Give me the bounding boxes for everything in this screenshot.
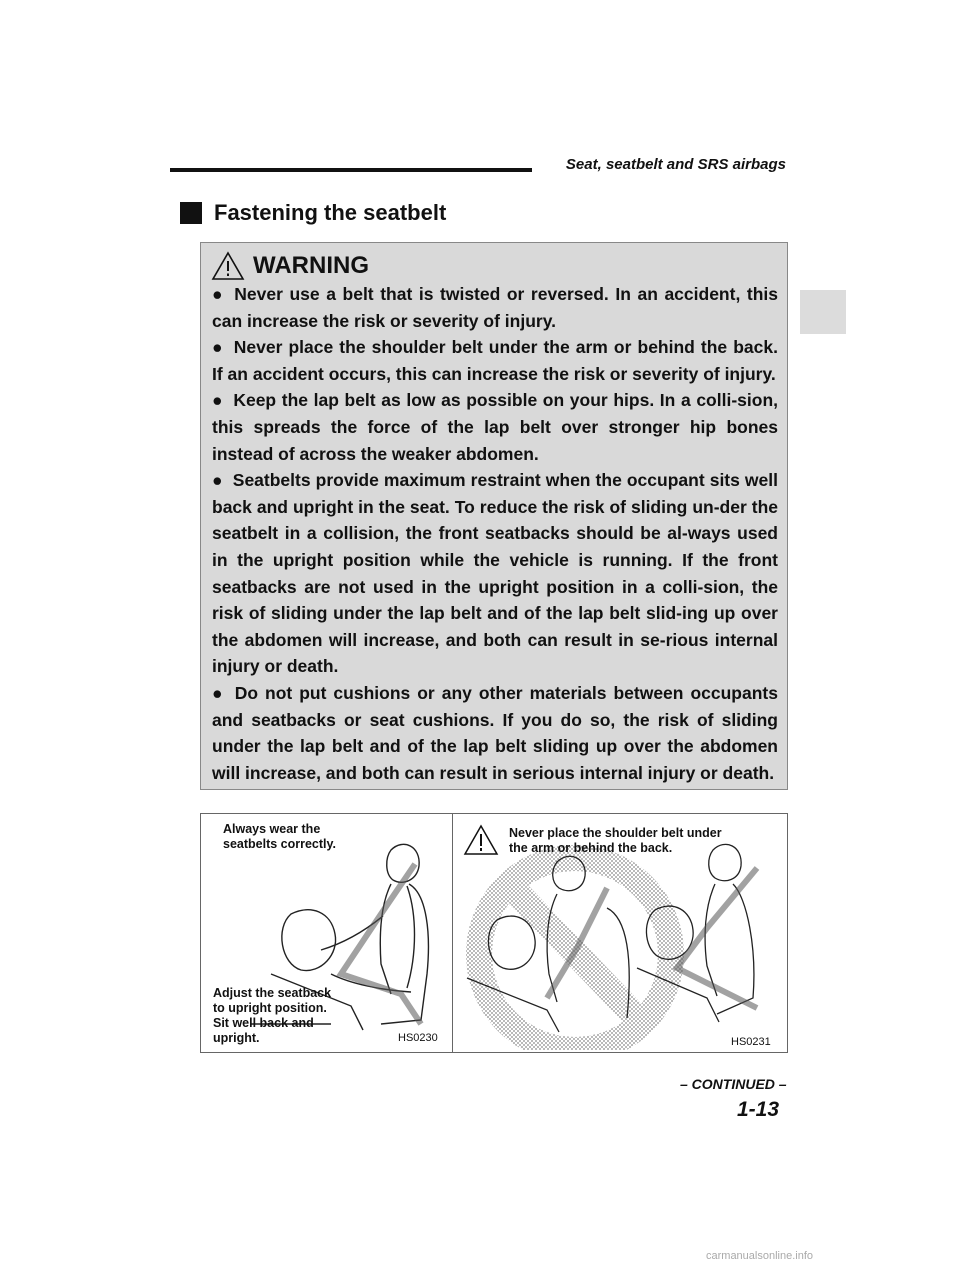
running-header: Seat, seatbelt and SRS airbags: [565, 156, 786, 173]
warning-item: ● Never use a belt that is twisted or reversed. In an accident, this can increase the risk or severity of injury.: [212, 284, 778, 331]
header-rule: [170, 168, 532, 172]
warning-item: ● Keep the lap belt as low as possible on your hips. In a colli-sion, this spreads the force of the lap belt over stronger hip bones instead of across the weaker abdomen.: [212, 390, 778, 464]
square-bullet-icon: [180, 202, 202, 224]
section-heading: [180, 200, 446, 226]
bullet-icon: ●: [212, 682, 225, 703]
illustration-panel: [200, 813, 788, 1053]
continued-marker: – CONTINUED –: [680, 1076, 787, 1092]
figure-code-left: HS0230: [398, 1032, 438, 1044]
watermark-text: carmanualsonline.info: [706, 1250, 814, 1262]
page-number: 1-13: [737, 1098, 780, 1121]
figure-divider: [452, 814, 453, 1052]
caption-never-place: Never place the shoulder belt under the arm or behind the back.: [509, 826, 722, 855]
caption-adjust-seatback: Adjust the seatback to upright position. Sit well back and upright.: [213, 986, 332, 1045]
bullet-icon: ●: [212, 390, 224, 411]
bullet-icon: ●: [212, 284, 225, 304]
bullet-icon: ●: [212, 337, 224, 358]
warning-list: [212, 281, 778, 786]
section-title-text: Fastening the seatbelt: [214, 200, 447, 225]
bullet-icon: ●: [212, 470, 223, 491]
warning-triangle-icon: [465, 826, 497, 854]
warning-box: [200, 242, 788, 790]
warning-item: ● Seatbelts provide maximum restraint when the occupant sits well back and upright in the seat. To reduce the risk of sliding un-der the seatbelt in a collision, the front seatbacks should be al-ways used in the upright position while the vehicle is running. If the front seatbacks are not used in the upright position in a colli-sion, the risk of sliding under the lap belt and of the lap belt slid-ing up over the abdomen will increase, and both can result in se-rious internal injury or death.: [212, 470, 778, 677]
figure-code-right: HS0231: [731, 1036, 771, 1048]
chapter-tab: [800, 290, 846, 334]
warning-item: ● Never place the shoulder belt under the arm or behind the back. If an accident occurs, this can increase the risk or severity of injury.: [212, 337, 778, 384]
warning-heading: [211, 251, 369, 281]
warning-triangle-icon: [211, 251, 245, 281]
caption-always-wear: Always wear the seatbelts correctly.: [223, 822, 337, 851]
warning-item: ● Do not put cushions or any other materials between occupants and seatbacks or seat cushions. If you do so, the risk of sliding under the lap belt and of the lap belt sliding up over the abdomen will increase, and both can result in serious internal injury or death.: [212, 682, 778, 783]
warning-label: WARNING: [253, 252, 369, 279]
